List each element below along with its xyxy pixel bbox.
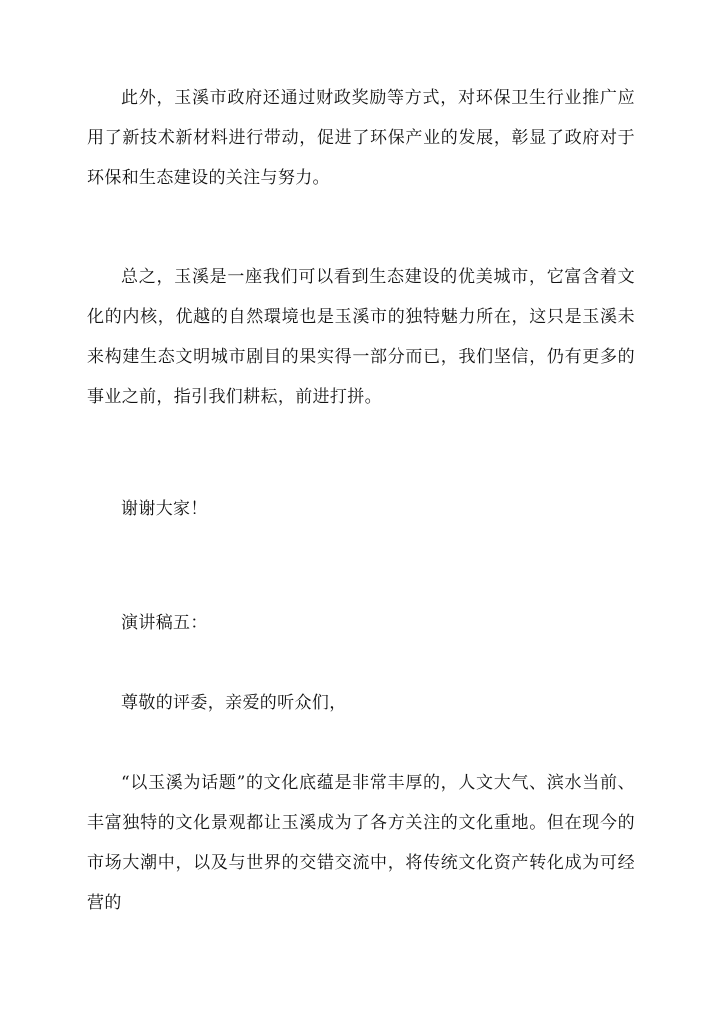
speech-salutation: 尊敬的评委，亲爱的听众们，	[121, 693, 347, 713]
paragraph-fiscal-incentives: 此外，玉溪市政府还通过财政奖励等方式，对环保卫生行业推广应用了新技术新材料进行带动，促进了环保产业的发展，彰显了政府对于环保和生态建设的关注与努力。	[87, 88, 635, 188]
paragraph-conclusion: 总之，玉溪是一座我们可以看到生态建设的优美城市，它富含着文化的内核，优越的自然環境也是玉溪市的独特魅力所在，这只是玉溪未来构建生态文明城市剧目的果实得一部分而已，我们坚信，仍有更多的事业之前，指引我们耕耘，前进打拼。	[87, 267, 635, 407]
paragraph-cultural-heritage: “以玉溪为话题”的文化底蕴是非常丰厚的，人文大气、滨水当前、丰富独特的文化景观都让玉溪成为了各方关注的文化重地。但在现今的市场大潮中，以及与世界的交错交流中，将传统文化资产转化成为可经营的	[87, 773, 635, 913]
paragraph-thanks: 谢谢大家！	[121, 499, 208, 519]
speech-five-heading: 演讲稿五：	[121, 613, 208, 633]
